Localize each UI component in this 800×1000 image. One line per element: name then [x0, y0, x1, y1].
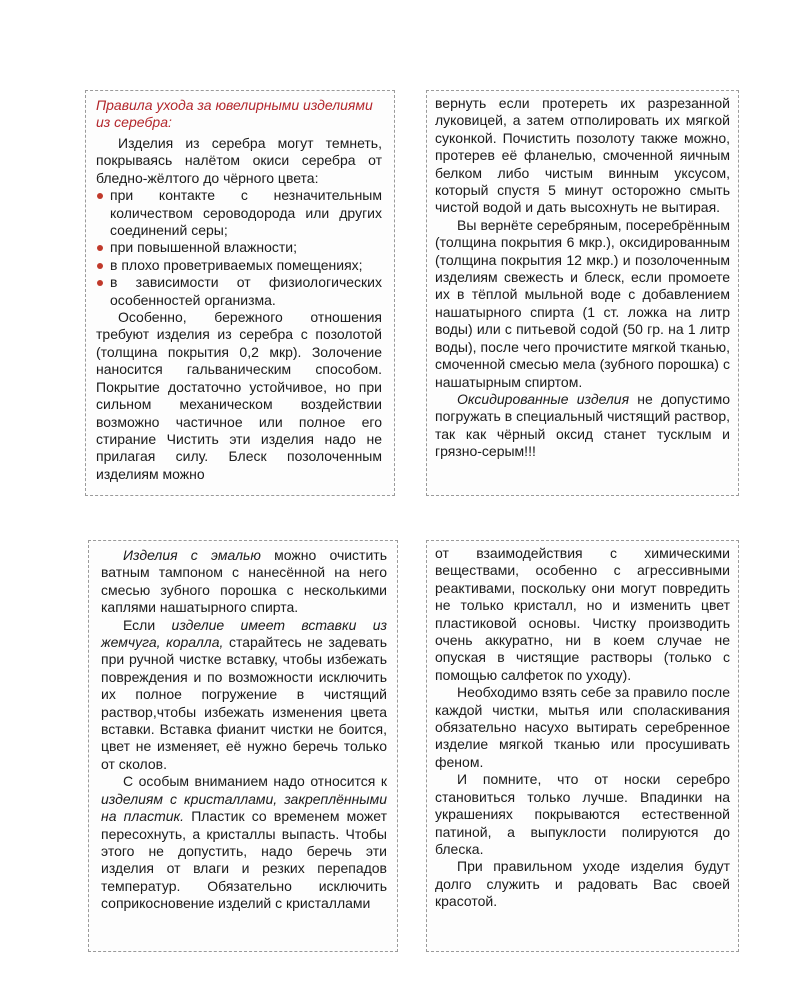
list-item: в плохо проветриваемых помещениях;	[96, 257, 382, 274]
list-item: при повышенной влажности;	[96, 239, 382, 256]
oxidized-emphasis: Оксидированные изделия	[457, 390, 630, 407]
drying-paragraph: Необходимо взять себе за правило после каждой чистки, мытья или споласкивания обязательно насухо вытирать серебренное изделие мягкой тканью или просушивать феном.	[435, 684, 730, 770]
closing-paragraph: При правильном уходе изделия будут долго служить и радовать Вас своей красотой.	[435, 858, 730, 910]
tarnish-causes-list	[96, 187, 382, 309]
enamel-paragraph: Изделия с эмалью можно очистить ватным тампоном с нанесённой на него смесью зубного порошка с несколькими каплями нашатырного спирта.	[101, 547, 387, 616]
bullet-dot-icon	[97, 245, 103, 251]
bullet-dot-icon	[97, 263, 103, 269]
cleaning-paragraph: Вы вернёте серебряным, посеребрённым (толщина покрытия 6 мкр.), оксидированным (толщина покрытия 12 мкр.) и позолоченным изделиям свежесть и блеск, если промоете их в тёплой мыльной воде с добавлением нашатырного спирта (1 ст. ложка на литр воды) или с питьевой содой (50 гр. на 1 литр воды), после чего прочистите мягкой тканью, смоченной смесью мела (зубного порошка) с нашатырным спиртом.	[435, 216, 730, 390]
care-panel-3	[88, 540, 398, 952]
section-title: Правила ухода за ювелирными изделиями из серебра:	[96, 97, 373, 130]
gilded-items-paragraph: Особенно, бережного отношения требуют изделия из серебра с позолотой (толщина покрытия 0,2 мкр). Золочение наносится гальваническим способом. Покрытие достаточно устойчивое, но при сильном механическом воздействии возможно частичное или полное его стирание Чистить эти изделия надо не прилагая силу. Блеск позолоченным изделиям можно	[96, 309, 382, 482]
oxidized-paragraph: Оксидированные изделия не допустимо погружать в специальный чистящий раствор, так как чёрный оксид станет тусклым и грязно-серым!!!	[435, 390, 730, 460]
patina-paragraph: И помните, что от носки серебро становиться только лучше. Впадинки на украшениях покрываются естественной патиной, а выпуклости полируются до блеска.	[435, 771, 730, 857]
care-panel-2	[426, 90, 739, 496]
care-panel-1	[85, 90, 395, 496]
crystal-paragraph: С особым вниманием надо относится к изделиям с кристаллами, закреплёнными на пластик. Пластик со временем может пересохнуть, а кристаллы выпасть. Чтобы этого не допустить, надо беречь эти изделия от влаги и резких перепадов температур. Обязательно исключить соприкосновение изделий с кристаллами	[101, 773, 387, 912]
pearl-coral-paragraph: Если изделие имеет вставки из жемчуга, коралла, старайтесь не задевать при ручной чистке вставку, чтобы избежать повреждения и по возможности исключить их полное погружение в чистящий раствор,чтобы избежать изменения цвета вставки. Вставка фианит чистки не боится, цвет не изменяет, её нужно беречь только от сколов.	[101, 616, 387, 772]
continued-paragraph: вернуть если протереть их разрезанной луковицей, а затем отполировать их мягкой суконкой. Почистить позолоту также можно, протерев её фланелью, смоченной яичным белком либо чистым винным уксусом, который спустя 5 минут осторожно смыть чистой водой и дать высохнуть не вытирая.	[435, 95, 730, 216]
bullet-dot-icon	[97, 280, 103, 286]
continued-paragraph: от взаимодействия с химическими веществами, особенно с агрессивными реактивами, поскольку они могут повредить не только кристалл, но и изменить цвет пластиковой основы. Чистку производить очень аккуратно, ни в коем случае не опуская в чистящие растворы (только с помощью салфеток по уходу).	[435, 545, 730, 683]
care-panel-4	[426, 540, 739, 952]
bullet-dot-icon	[97, 193, 103, 199]
list-item: в зависимости от физиологических особенностей организма.	[96, 274, 382, 309]
intro-paragraph: Изделия из серебра могут темнеть, покрываясь налётом окиси серебра от бледно-жёлтого до чёрного цвета:	[96, 135, 382, 186]
list-item: при контакте с незначительным количеством сероводорода или других соединений серы;	[96, 187, 382, 239]
